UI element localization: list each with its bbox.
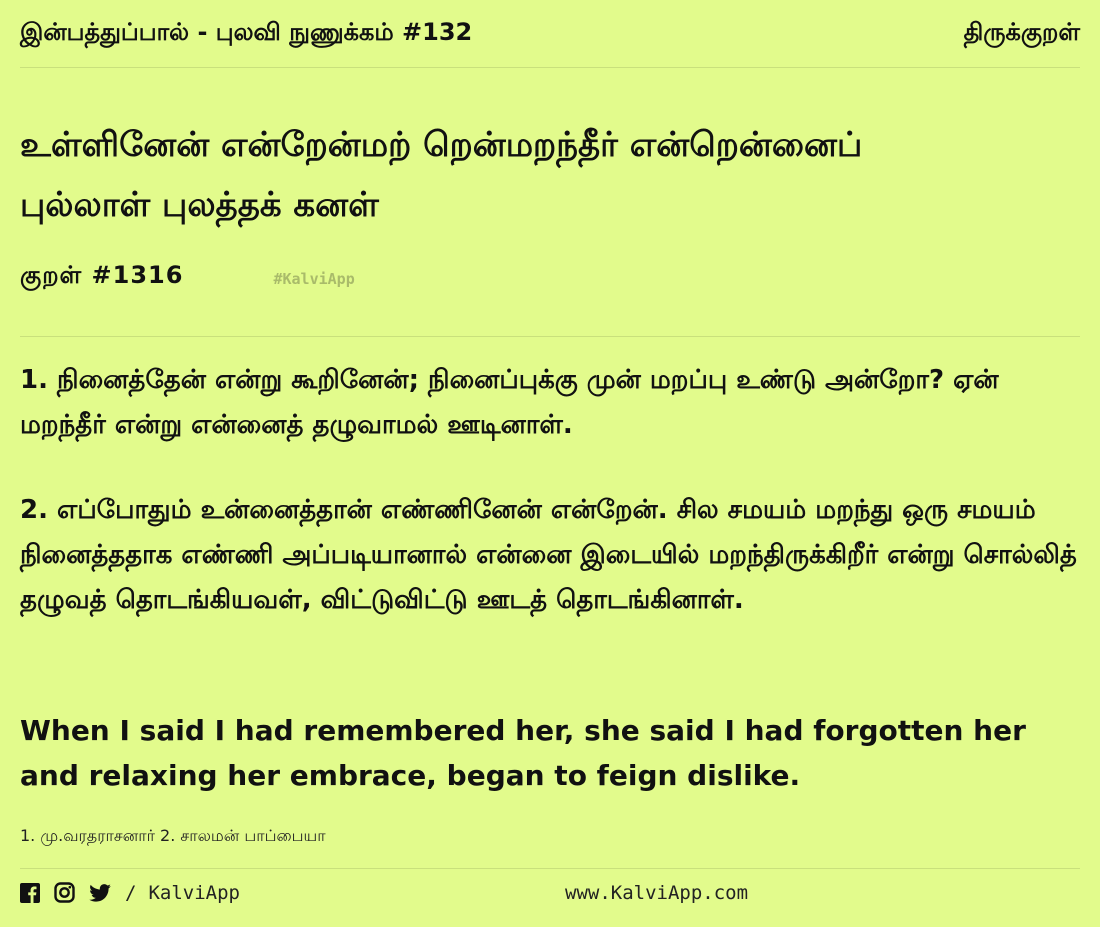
kural-line-2: புல்லாள் புலத்தக் கனள் [20, 185, 379, 225]
footer [20, 868, 1080, 916]
meaning-item [20, 488, 1080, 623]
divider [20, 336, 1080, 337]
meaning-text: எப்போதும் உன்னைத்தான் எண்ணினேன் என்றேன். சில சமயம் மறந்து ஒரு சமயம் நினைத்ததாக எண்ணி அப்படியானால் என்னை இடையில் மறந்திருக்கிறீர் என்று சொல்லித் தழுவத் தொடங்கியவள், விட்டுவிட்டு ஊடத் தொடங்கினாள். [20, 495, 1077, 615]
meaning-text: நினைத்தேன் என்று கூறினேன்; நினைப்புக்கு முன் மறப்பு உண்டு அன்றோ? ஏன் மறந்தீர் என்று என்னைத் தழுவாமல் ஊடினாள். [20, 365, 999, 440]
social-links [20, 882, 111, 903]
hashtag: #KalviApp [273, 270, 355, 288]
credits: 1. மு.வரதராசனார் 2. சாலமன் பாப்பையா [20, 826, 326, 845]
website-link[interactable]: www.KalviApp.com [565, 881, 749, 904]
kural-number: குறள் #1316 [20, 260, 184, 289]
social-handle[interactable]: KalviApp [148, 881, 240, 904]
meaning-item [20, 358, 1080, 448]
meaning-index: 1. [20, 365, 48, 395]
breadcrumb[interactable]: இன்பத்துப்பால் - புலவி நுணுக்கம் #132 [20, 18, 473, 46]
separator: / [125, 881, 137, 904]
brand-title[interactable]: திருக்குறள் [963, 18, 1080, 46]
kural-meta [20, 258, 355, 294]
meaning-index: 2. [20, 495, 48, 525]
english-translation: When I said I had remembered her, she said I had forgotten her and relaxing her embrace, began to feign dislike. [20, 714, 1026, 792]
kural-verse [20, 115, 1080, 235]
facebook-icon[interactable] [20, 883, 40, 903]
header-bar [20, 0, 1080, 68]
twitter-icon[interactable] [89, 884, 111, 902]
instagram-icon[interactable] [54, 882, 75, 903]
kural-line-1: உள்ளினேன் என்றேன்மற் றென்மறந்தீர் என்றென்னைப் [20, 125, 863, 165]
